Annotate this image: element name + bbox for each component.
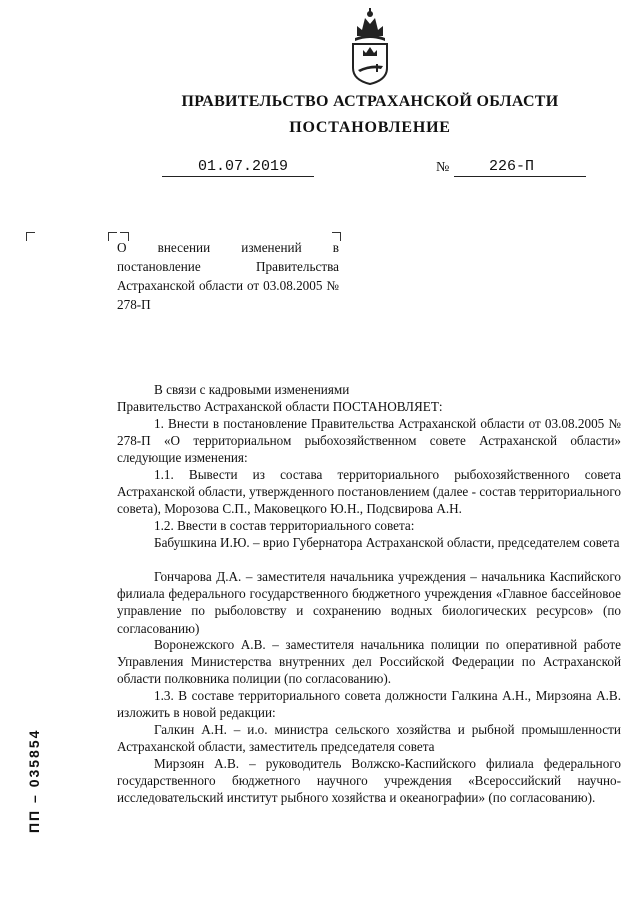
paragraph-intro: В связи с кадровыми изменениями [154, 382, 350, 397]
number-sign: № [436, 160, 450, 175]
form-serial-code: ПП – 035854 [26, 728, 42, 833]
document-subject: О внесении изменений в постановление Правительства Астраханской области от 03.08.2005 № 278-П [117, 240, 339, 312]
paragraph-item-1-2: 1.2. Ввести в состав территориального совета: [154, 518, 415, 533]
coat-of-arms-emblem [345, 6, 395, 86]
paragraph-item-1: 1. Внести в постановление Правительства Астраханской области от 03.08.2005 № 278-П «О территориальном рыбохозяйственном совете Астраханской области» следующие изменения: [117, 416, 621, 466]
paragraph-voronezhsky: Воронежского А.В. – заместителя начальника полиции по оперативной работе Управления Министерства внутренних дел Российской Федерации по Астраханской области полковника полиции (по согласованию). [117, 637, 621, 687]
government-title: ПРАВИТЕЛЬСТВО АСТРАХАНСКОЙ ОБЛАСТИ [181, 93, 559, 110]
document-type-title: ПОСТАНОВЛЕНИЕ [289, 119, 451, 136]
paragraph-resolves: Правительство Астраханской области ПОСТАНОВЛЯЕТ: [117, 399, 443, 414]
paragraph-item-1-1: 1.1. Вывести из состава территориального рыбохозяйственного совета Астраханской области, утвержденного постановлением (далее - состав территориального совета), Морозова С.П., Маковецкого Ю.Н., Подсвирова А.Н. [117, 467, 621, 517]
margin-corner-mark [26, 232, 35, 241]
paragraph-galkin: Галкин А.Н. – и.о. министра сельского хозяйства и рыбной промышленности Астраханской области, заместитель председателя совета [117, 722, 621, 755]
paragraph-mirzoyan: Мирзоян А.В. – руководитель Волжско-Каспийского филиала федерального государственного бюджетного научного учреждения «Всероссийский научно-исследовательский институт рыбного хозяйства и океанографии» (по согласованию). [117, 756, 621, 806]
number-underline [454, 176, 586, 177]
paragraph-goncharov: Гончарова Д.А. – заместителя начальника учреждения – начальника Каспийского филиала федерального государственного бюджетного учреждения «Главное бассейновое управление по рыболовству и сохранению водных биологических ресурсов» (по согласованию) [117, 569, 621, 636]
subject-corner-left [108, 232, 117, 241]
paragraph-item-1-3: 1.3. В составе территориального совета должности Галкина А.Н., Мирзояна А.В. изложить в новой редакции: [117, 688, 621, 721]
document-number: 226-П [489, 158, 535, 175]
paragraph-babushkin: Бабушкина И.Ю. – врио Губернатора Астраханской области, председателем совета [154, 535, 620, 550]
document-date: 01.07.2019 [198, 158, 289, 175]
date-underline [162, 176, 314, 177]
